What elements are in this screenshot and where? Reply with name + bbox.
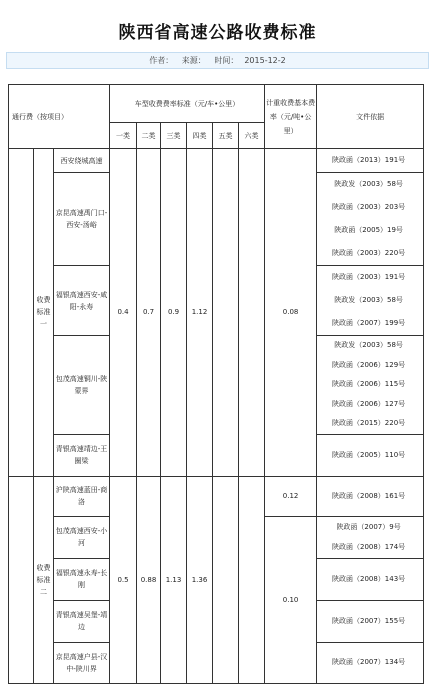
document-ref: 陕政发（2003）58号 bbox=[334, 341, 403, 349]
document-cell bbox=[317, 434, 424, 476]
empty-cell bbox=[9, 149, 34, 477]
document-ref: 陕政函（2003）220号 bbox=[331, 249, 406, 257]
document-ref: 陕政发（2003）58号 bbox=[334, 180, 403, 188]
page-title: 陕西省高速公路收费标准 bbox=[118, 23, 317, 43]
table-row bbox=[9, 476, 424, 516]
document-ref: 陕政函（2006）129号 bbox=[331, 360, 406, 369]
document-ref: 陕政函（2007）199号 bbox=[331, 319, 406, 327]
axle-class-4: 四类 bbox=[187, 123, 213, 149]
document-ref: 陕政函（2008）143号 bbox=[331, 574, 406, 583]
header-truck-rate: 计重收费基本费率（元/吨•公里） bbox=[265, 85, 317, 149]
standard-label: 收费标准一 bbox=[34, 149, 54, 477]
time-label: 时间： bbox=[214, 56, 239, 65]
table-row bbox=[9, 149, 424, 173]
document-cell bbox=[317, 149, 424, 173]
document-ref: 陕政函（2008）161号 bbox=[331, 491, 406, 500]
publish-date: 2015-12-2 bbox=[244, 56, 286, 65]
rate-class-3: 1.13 bbox=[161, 476, 187, 683]
route-name: 西安绕城高速 bbox=[54, 149, 110, 173]
axle-class-1: 一类 bbox=[110, 123, 137, 149]
route-name: 福银高速永寿-长刚 bbox=[54, 558, 110, 600]
document-cell bbox=[317, 336, 424, 435]
axle-class-5: 五类 bbox=[213, 123, 239, 149]
document-ref: 陕政函（2003）191号 bbox=[331, 273, 406, 281]
author-label: 作者： bbox=[149, 56, 174, 65]
article-meta bbox=[6, 52, 429, 69]
document-cell bbox=[317, 266, 424, 336]
axle-class-6: 六类 bbox=[239, 123, 265, 149]
document-cell bbox=[317, 476, 424, 516]
route-name: 包茂高速铜川-陕蒙界 bbox=[54, 336, 110, 435]
document-ref: 陕政函（2013）191号 bbox=[331, 156, 406, 164]
document-ref: 陕政函（2006）115号 bbox=[331, 380, 406, 388]
rate-class-4: 1.36 bbox=[187, 476, 213, 683]
rate-class-6 bbox=[239, 476, 265, 683]
route-name: 青银高速靖边-王圈梁 bbox=[54, 434, 110, 476]
standard-label: 收费标准二 bbox=[34, 476, 54, 683]
document-cell bbox=[317, 516, 424, 558]
rate-class-6 bbox=[239, 149, 265, 477]
rate-class-5 bbox=[213, 476, 239, 683]
truck-rate-value: 0.12 bbox=[265, 476, 317, 516]
empty-cell bbox=[9, 476, 34, 683]
rate-class-3: 0.9 bbox=[161, 149, 187, 477]
document-cell bbox=[317, 558, 424, 600]
header-row bbox=[9, 85, 424, 123]
rate-class-4: 1.12 bbox=[187, 149, 213, 477]
document-cell bbox=[317, 642, 424, 683]
truck-rate-value: 0.08 bbox=[265, 149, 317, 477]
rate-class-2: 0.7 bbox=[137, 149, 161, 477]
route-name: 包茂高速西安-小河 bbox=[54, 516, 110, 558]
document-ref: 陕政函（2015）220号 bbox=[331, 419, 406, 427]
document-ref: 陕政函（2007）9号 bbox=[336, 523, 401, 531]
document-ref: 陕政函（2008）174号 bbox=[331, 543, 406, 551]
source-label: 来源： bbox=[181, 56, 206, 65]
document-ref: 陕政函（2007）134号 bbox=[331, 658, 406, 666]
route-name: 沪陕高速蓝田-商洛 bbox=[54, 476, 110, 516]
header-passenger-rate: 车型收费费率标准（元/车•公里） bbox=[110, 85, 265, 123]
rate-class-5 bbox=[213, 149, 239, 477]
document-ref: 陕政函（2006）127号 bbox=[331, 399, 406, 408]
document-cell bbox=[317, 173, 424, 266]
document-ref: 陕政函（2003）203号 bbox=[331, 203, 406, 211]
rate-class-2: 0.88 bbox=[137, 476, 161, 683]
rate-class-1: 0.4 bbox=[110, 149, 137, 477]
rate-class-1: 0.5 bbox=[110, 476, 137, 683]
truck-rate-value: 0.10 bbox=[265, 516, 317, 683]
route-name: 京昆高速户县-汉中-陕川界 bbox=[54, 642, 110, 683]
toll-rate-table bbox=[8, 84, 424, 684]
document-ref: 陕政函（2005）110号 bbox=[331, 450, 406, 459]
route-name: 福银高速西安-咸阳-永寿 bbox=[54, 266, 110, 336]
route-name: 青银高速吴堡-靖边 bbox=[54, 600, 110, 642]
document-ref: 陕政函（2007）155号 bbox=[331, 616, 406, 625]
header-toll-item: 通行费（按项目） bbox=[9, 85, 110, 149]
route-name: 京昆高速禹门口-西安-汤峪 bbox=[54, 173, 110, 266]
header-documents: 文件依据 bbox=[317, 85, 424, 149]
document-ref: 陕政发（2003）58号 bbox=[334, 296, 403, 304]
axle-class-3: 三类 bbox=[161, 123, 187, 149]
document-cell bbox=[317, 600, 424, 642]
axle-class-2: 二类 bbox=[137, 123, 161, 149]
document-ref: 陕政函（2005）19号 bbox=[334, 226, 403, 234]
